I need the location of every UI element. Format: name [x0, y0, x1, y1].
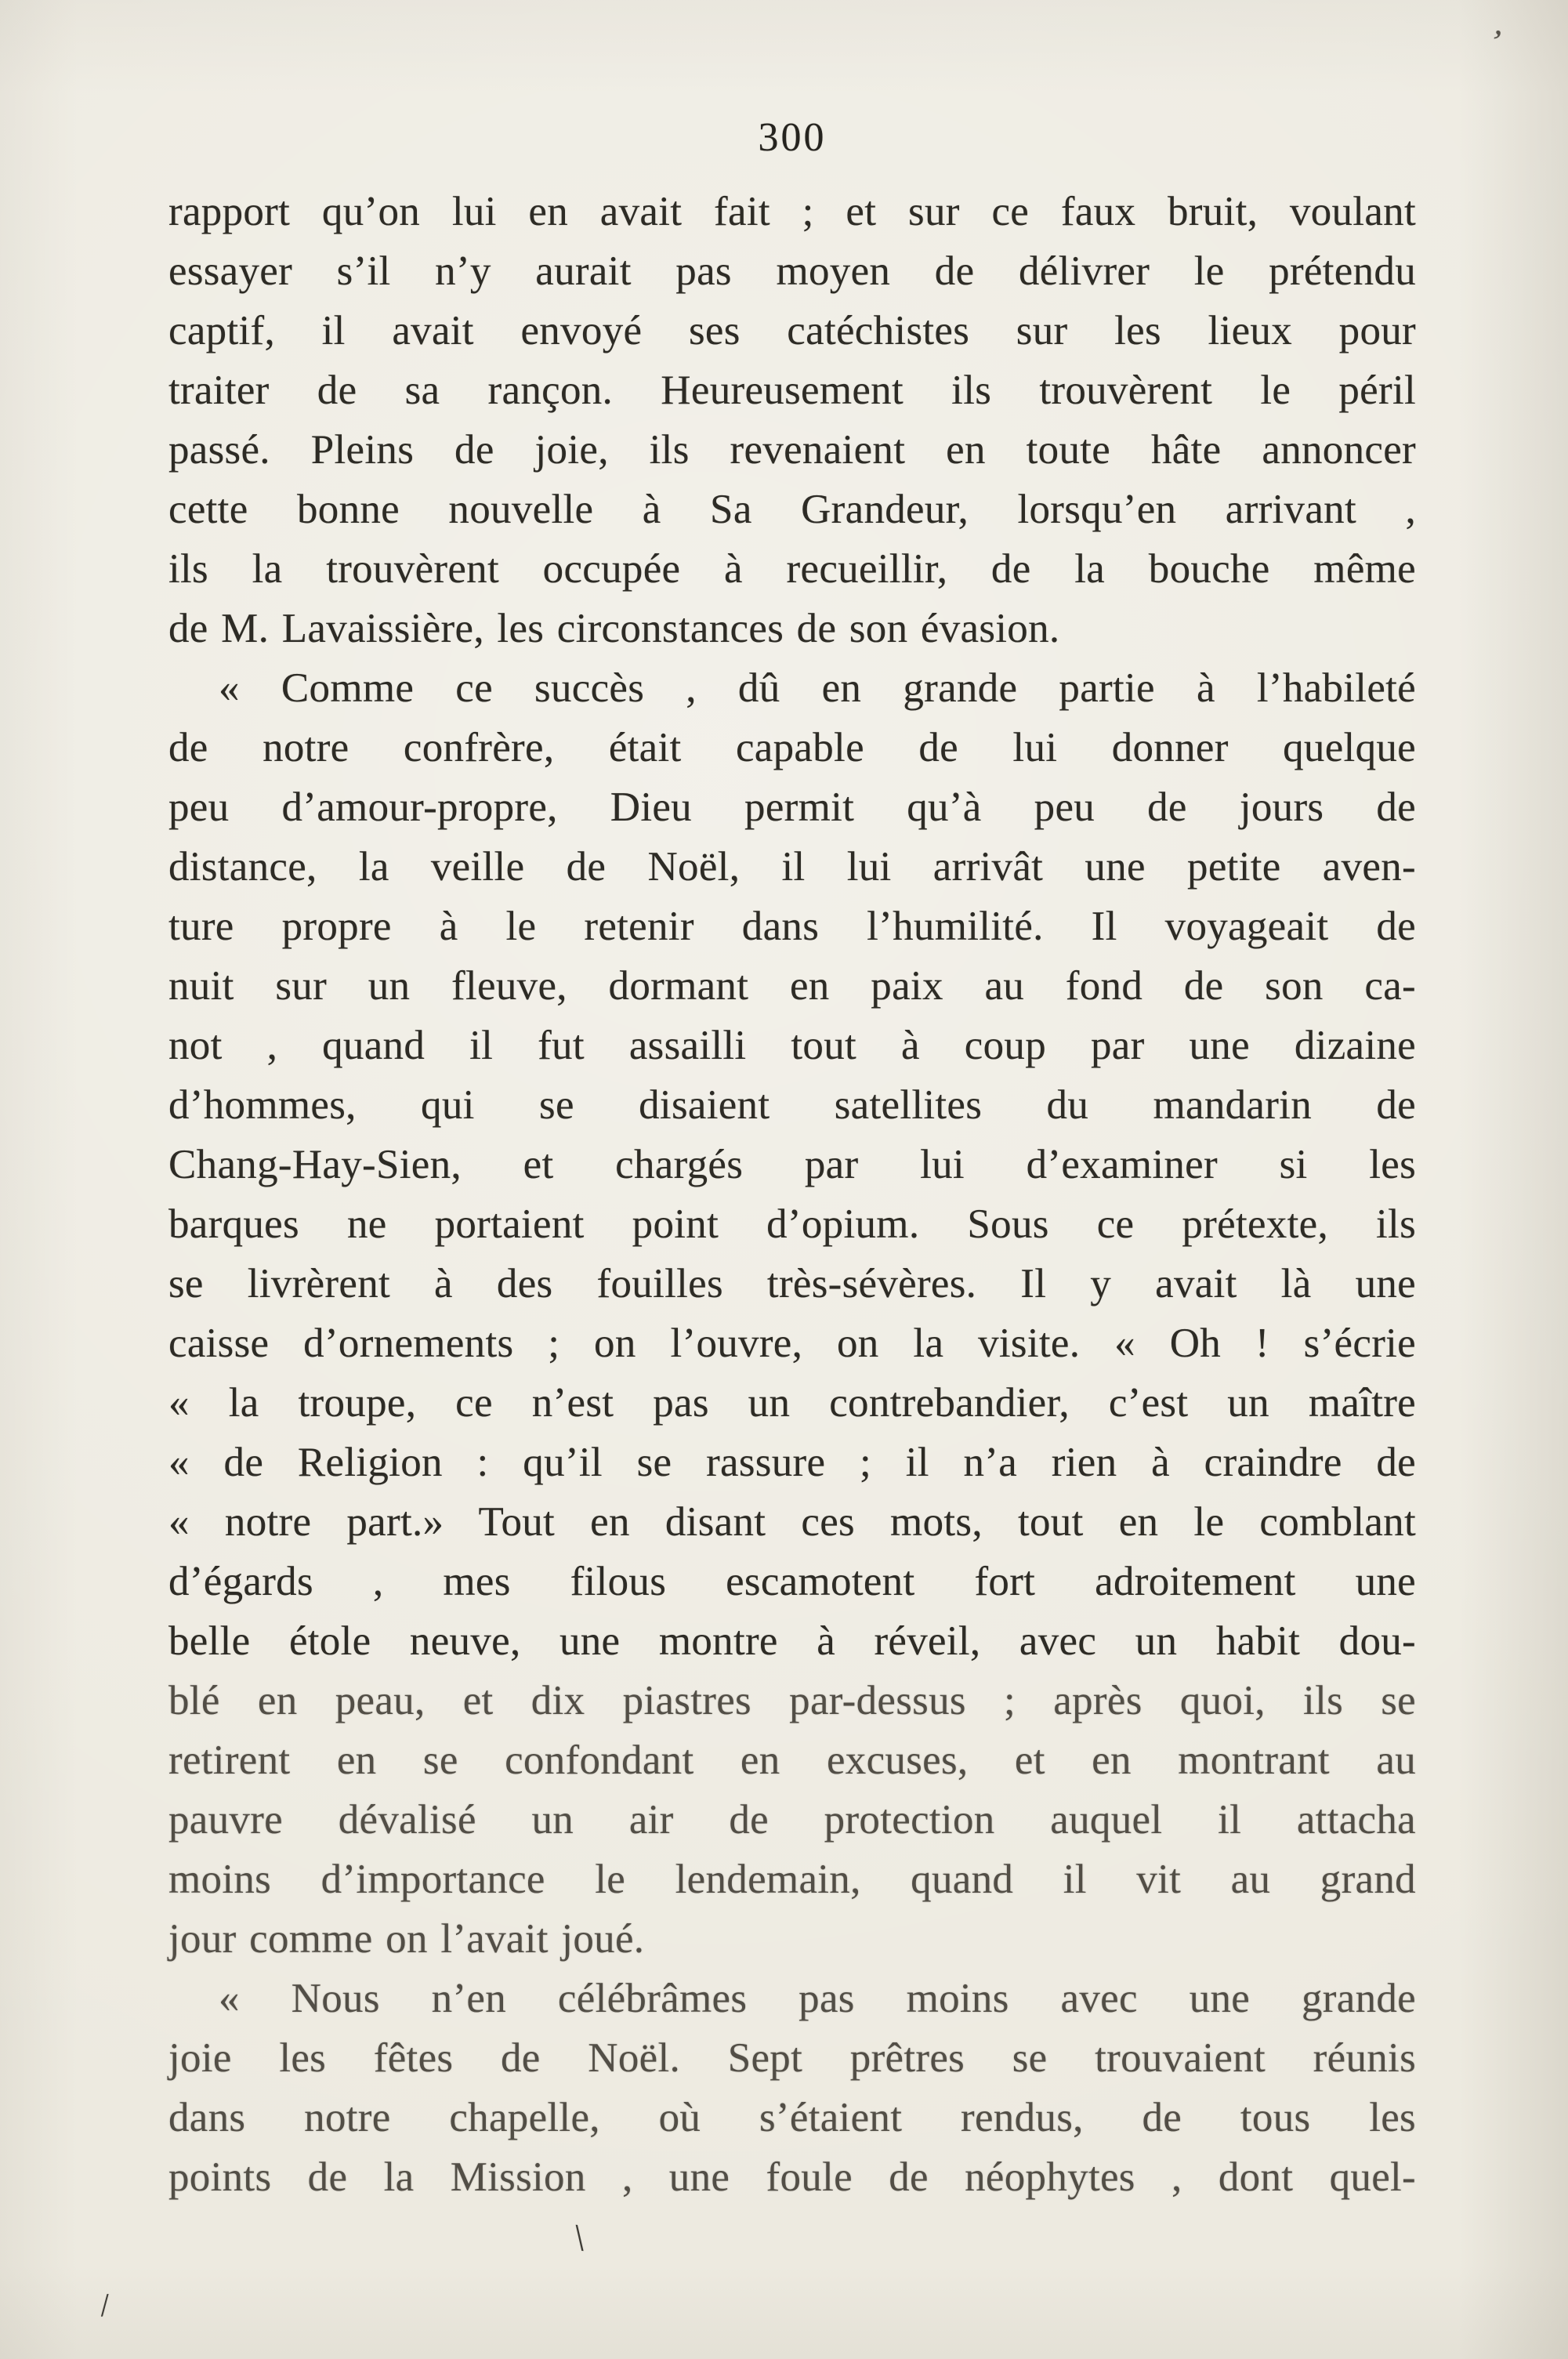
text-line: « la troupe, ce n’est pas un contrebandier, c’est un maître	[168, 1380, 1416, 1426]
text-line: not , quand il fut assailli tout à coup par une dizaine	[168, 1023, 1416, 1068]
text-line: dans notre chapelle, où s’étaient rendus, de tous les	[168, 2095, 1416, 2140]
text-line: moins d’importance le lendemain, quand il vit au grand	[168, 1857, 1416, 1902]
text-line: passé. Pleins de joie, ils revenaient en toute hâte annoncer	[168, 427, 1416, 473]
text-line: « de Religion : qu’il se rassure ; il n’a rien à craindre de	[168, 1440, 1416, 1485]
scan-speck-top-right: ’	[1487, 22, 1506, 62]
text-line: cette bonne nouvelle à Sa Grandeur, lorsqu’en arrivant ,	[168, 487, 1416, 532]
text-line: pauvre dévalisé un air de protection auquel il attacha	[168, 1797, 1416, 1843]
text-line: ture propre à le retenir dans l’humilité. Il voyageait de	[168, 904, 1416, 949]
text-line: de M. Lavaissière, les circonstances de son évasion.	[168, 606, 1060, 651]
text-line: captif, il avait envoyé ses catéchistes sur les lieux pour	[168, 308, 1416, 353]
text-line: se livrèrent à des fouilles très-sévères. Il y avait là une	[168, 1261, 1416, 1306]
text-line: « Nous n’en célébrâmes pas moins avec une grande	[219, 1976, 1416, 2021]
page-number: 300	[758, 115, 827, 160]
text-line: peu d’amour-propre, Dieu permit qu’à peu de jours de	[168, 785, 1416, 830]
text-line: traiter de sa rançon. Heureusement ils trouvèrent le péril	[168, 368, 1416, 413]
stray-pen-mark-bottom-left: /	[99, 2287, 111, 2325]
text-line: barques ne portaient point d’opium. Sous ce prétexte, ils	[168, 1201, 1416, 1247]
text-line: nuit sur un fleuve, dormant en paix au fond de son ca-	[168, 963, 1416, 1009]
text-line: essayer s’il n’y aurait pas moyen de délivrer le prétendu	[168, 248, 1416, 294]
text-line: belle étole neuve, une montre à réveil, avec un habit dou-	[168, 1618, 1416, 1664]
text-line: « notre part.» Tout en disant ces mots, tout en le comblant	[168, 1499, 1416, 1545]
text-line: caisse d’ornements ; on l’ouvre, on la visite. « Oh ! s’écrie	[168, 1321, 1416, 1366]
text-line: de notre confrère, était capable de lui donner quelque	[168, 725, 1416, 770]
text-line: joie les fêtes de Noël. Sept prêtres se trouvaient réunis	[168, 2035, 1416, 2081]
text-line: points de la Mission , une foule de néophytes , dont quel-	[168, 2154, 1416, 2200]
text-line: jour comme on l’avait joué.	[168, 1916, 645, 1962]
stray-pen-mark-below-text: \	[572, 2216, 588, 2259]
text-line: retirent en se confondant en excuses, et en montrant au	[168, 1738, 1416, 1783]
text-line: distance, la veille de Noël, il lui arrivât une petite aven-	[168, 844, 1416, 890]
text-line: d’hommes, qui se disaient satellites du mandarin de	[168, 1082, 1416, 1128]
text-line: « Comme ce succès , dû en grande partie à l’habileté	[219, 665, 1416, 711]
text-block	[168, 182, 1416, 2207]
text-line: Chang-Hay-Sien, et chargés par lui d’examiner si les	[168, 1142, 1416, 1187]
text-line: rapport qu’on lui en avait fait ; et sur ce faux bruit, voulant	[168, 189, 1416, 234]
text-line: blé en peau, et dix piastres par-dessus ; après quoi, ils se	[168, 1678, 1416, 1723]
text-line: d’égards , mes filous escamotent fort adroitement une	[168, 1559, 1416, 1604]
text-line: ils la trouvèrent occupée à recueillir, de la bouche même	[168, 546, 1416, 592]
